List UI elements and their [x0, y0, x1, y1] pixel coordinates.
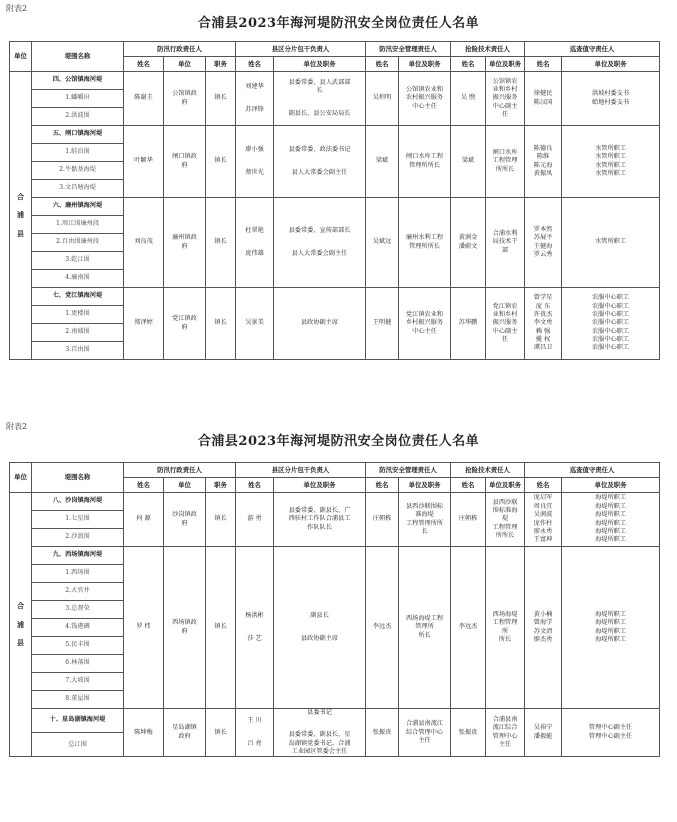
unit-post-header: 单位及职务 — [274, 478, 366, 493]
section-title: 六、廉州镇海河堤 — [32, 198, 124, 216]
tech-name-cell: 梁斌 — [451, 126, 486, 198]
tech-name-cell: 苏华鹏 — [451, 288, 486, 360]
dike-item: 1.蛙泊围 — [32, 144, 124, 162]
patrol-roles-cell: 水管所职工 — [562, 198, 660, 288]
section-title: 四、公馆镇海河堤 — [32, 72, 124, 90]
dike-item: 2.大官井 — [32, 583, 124, 601]
mgmt-role-cell: 闸口水库工程 管理所所长 — [399, 126, 451, 198]
admin-name-cell: 陈坤梅 — [124, 709, 164, 757]
mgmt-name-cell: 张振贵 — [366, 709, 399, 757]
name-header: 姓名 — [525, 57, 562, 72]
mgmt-name-cell: 吴斌远 — [366, 198, 399, 288]
tech-role-cell: 党江镇农 业和乡村 振兴服务 中心副主 任 — [486, 288, 525, 360]
admin-post-cell: 镇长 — [206, 709, 236, 757]
admin-post-cell: 镇长 — [206, 288, 236, 360]
county-leader-role: 县委常委、副县长，广 西驻村工作队合浦县工 作队队长 — [288, 506, 351, 531]
tech-name-cell: 李远杰 — [451, 547, 486, 709]
county-leader-name: 杨洪彬 — [245, 612, 264, 620]
admin-name-cell: 刘良茂 — [124, 198, 164, 288]
tech-name-cell: 吴 煦 — [451, 72, 486, 126]
patrol-roles-cell: 海堤所职工 海堤所职工 海堤所职工 海堤所职工 — [562, 547, 660, 709]
patrol-roles-cell: 水管所职工 水管所职工 水管所职工 水管所职工 — [562, 126, 660, 198]
county-leader-names-cell — [236, 493, 274, 547]
roster-table — [9, 41, 660, 360]
section-title: 五、闸口镇海河堤 — [32, 126, 124, 144]
admin-group-header: 防汛行政责任人 — [124, 42, 236, 57]
admin-name-cell: 陈谢圭 — [124, 72, 164, 126]
unit-post-header: 单位及职务 — [562, 478, 660, 493]
admin-post-cell: 镇长 — [206, 198, 236, 288]
unit-sub-header: 单位 — [164, 478, 206, 493]
dike-item: 1.周江围廉州段 — [32, 216, 124, 234]
county-name-cell: 合 浦 县 — [10, 72, 32, 360]
roster-table — [9, 462, 660, 757]
county-leader-name: 吕 亮 — [247, 739, 262, 747]
admin-post-cell: 镇长 — [206, 126, 236, 198]
dike-item: 1.七星围 — [32, 511, 124, 529]
dike-item: 3.总督荣 — [32, 601, 124, 619]
tech-role-cell: 县西沙联 围标准海 堤 工程管理 所所长 — [486, 493, 525, 547]
county-leader-role: 副县长 — [310, 612, 329, 620]
county-leader-names-cell — [236, 288, 274, 360]
unit-sub-header: 单位 — [164, 57, 206, 72]
section-title: 七、党江镇海河堤 — [32, 288, 124, 306]
county-leader-name: 苏泽锋 — [245, 105, 264, 113]
section-title: 九、西场镇海河堤 — [32, 547, 124, 565]
dike-item: 7.大坡围 — [32, 673, 124, 691]
county-leader-name: 莎 艺 — [247, 634, 262, 642]
county-leader-name: 庞伟雄 — [245, 249, 264, 257]
admin-unit-cell: 西场镇政 府 — [164, 547, 206, 709]
admin-name-cell: 郑泽婷 — [124, 288, 164, 360]
admin-unit-cell: 廉州镇政 府 — [164, 198, 206, 288]
patrol-names-cell: 黄小楠 曾海学 苏文清 廖杰勇 — [525, 547, 562, 709]
county-leader-role: 县人大常委会副主任 — [291, 249, 348, 257]
county-group-header: 县区分片包干负责人 — [236, 463, 366, 478]
dike-item: 2.牛骷基海堤 — [32, 162, 124, 180]
tech-role-cell: 合浦水利 局技术干 部 — [486, 198, 525, 288]
mgmt-role-cell: 公馆镇农业和 农村振兴服务 中心主任 — [399, 72, 451, 126]
admin-unit-cell: 党江镇政 府 — [164, 288, 206, 360]
admin-unit-cell: 星岛湖镇 政府 — [164, 709, 206, 757]
county-leader-role: 县委常委、副县长、星 岛湖镇党委书记、合浦 工业园区管委会主任 — [288, 731, 351, 756]
dike-item: 总江围 — [32, 733, 124, 757]
unit-post-header: 单位及职务 — [399, 57, 451, 72]
patrol-roles-cell: 农服中心职工 农服中心职工 农服中心职工 农服中心职工 农服中心职工 农服中心职工 农服中心职工 — [562, 288, 660, 360]
unit-post-header: 单位及职务 — [399, 478, 451, 493]
mgmt-role-cell: 县西沙联围标 准海堤 工程管理所所 长 — [399, 493, 451, 547]
tech-name-cell: 张振贵 — [451, 709, 486, 757]
county-leader-role: 县人大常委会副主任 — [291, 168, 348, 176]
tech-role-cell: 闸口水库 工程管理 所所长 — [486, 126, 525, 198]
dike-item: 6.林落围 — [32, 655, 124, 673]
county-leader-name: 游 勇 — [247, 515, 262, 523]
mgmt-name-cell: 梁斌 — [366, 126, 399, 198]
county-leader-names-cell — [236, 72, 274, 126]
county-leader-roles-cell — [274, 126, 366, 198]
admin-unit-cell: 公馆镇政 府 — [164, 72, 206, 126]
patrol-names-cell: 徐健民 陈汉国 — [525, 72, 562, 126]
patrol-names-cell: 庞启军 周良宜 吴润波 庞作柱 廖永勇 王富坤 — [525, 493, 562, 547]
county-leader-role: 副县长、县公安局局长 — [288, 109, 351, 117]
admin-unit-cell: 沙岗镇政 府 — [164, 493, 206, 547]
dike-item: 1.蟠嚼田 — [32, 90, 124, 108]
county-leader-name: 王 川 — [247, 717, 262, 725]
county-leader-roles-cell — [274, 288, 366, 360]
mgmt-group-header: 防汛安全管理责任人 — [366, 463, 451, 478]
tech-role-cell: 西场海堤 工程管理 所 所长 — [486, 547, 525, 709]
section-title: 八、沙岗镇海河堤 — [32, 493, 124, 511]
county-leader-name: 吴景美 — [245, 319, 264, 327]
dike-item: 5.民丰围 — [32, 637, 124, 655]
name-header: 姓名 — [366, 478, 399, 493]
county-leader-roles-cell — [274, 493, 366, 547]
unit-post-header: 单位及职务 — [486, 57, 525, 72]
unit-header: 单位 — [10, 463, 32, 493]
dike-item: 4.廉南围 — [32, 270, 124, 288]
admin-name-cell: 罗 炜 — [124, 547, 164, 709]
dike-item: 2.百由围廉州段 — [32, 234, 124, 252]
dike-name-header: 堤围名称 — [32, 463, 124, 493]
dike-item: 4.钱港碉 — [32, 619, 124, 637]
unit-header: 单位 — [10, 42, 32, 72]
county-leader-name: 蔡世光 — [245, 168, 264, 176]
patrol-roles-cell: 洪坡村委支书 蛤地村委支书 — [562, 72, 660, 126]
dike-item: 3.乾江围 — [32, 252, 124, 270]
name-header: 姓名 — [124, 57, 164, 72]
patrol-names-cell: 曾学星 庞 东 许贵杰 李文勇 赖 强 揽 权 谭昌卫 — [525, 288, 562, 360]
admin-group-header: 防汛行政责任人 — [124, 463, 236, 478]
sheet-title: 合浦县2023年海河堤防汛安全岗位责任人名单 — [197, 434, 480, 449]
dike-item: 3.百由围 — [32, 342, 124, 360]
dike-name-header: 堤围名称 — [32, 42, 124, 72]
mgmt-role-cell: 廉州水利工程 管理所所长 — [399, 198, 451, 288]
name-header: 姓名 — [451, 478, 486, 493]
county-leader-names-cell — [236, 547, 274, 709]
name-header: 姓名 — [525, 478, 562, 493]
patrol-group-header: 巡查值守责任人 — [525, 42, 660, 57]
county-leader-roles-cell — [274, 547, 366, 709]
dike-item: 1.西场围 — [32, 565, 124, 583]
unit-post-header: 单位及职务 — [486, 478, 525, 493]
tech-role-cell: 公馆镇农 业和乡村 振兴服务 中心副主 任 — [486, 72, 525, 126]
tech-group-header: 抢险技术责任人 — [451, 42, 525, 57]
patrol-names-cell: 陈德良 陈维 陈元海 黄振凤 — [525, 126, 562, 198]
county-leader-role: 县委常委、宣传部部长 — [288, 227, 351, 235]
unit-post-header: 单位及职务 — [562, 57, 660, 72]
roster-sheet-2 — [0, 418, 677, 822]
mgmt-name-cell: 李远杰 — [366, 547, 399, 709]
county-leader-names-cell — [236, 126, 274, 198]
county-leader-role: 县政协副主席 — [300, 319, 339, 327]
name-header: 姓名 — [366, 57, 399, 72]
county-leader-role: 县政协副主席 — [300, 634, 339, 642]
name-header: 姓名 — [451, 57, 486, 72]
county-leader-roles-cell — [274, 198, 366, 288]
county-leader-roles-cell — [274, 709, 366, 757]
mgmt-name-cell: 吴烜明 — [366, 72, 399, 126]
patrol-names-cell: 罗本然 苏展平 王健海 罗云秀 — [525, 198, 562, 288]
tech-name-cell: 庄朝栋 — [451, 493, 486, 547]
admin-post-cell: 镇长 — [206, 493, 236, 547]
patrol-group-header: 巡查值守责任人 — [525, 463, 660, 478]
admin-unit-cell: 闸口镇政 府 — [164, 126, 206, 198]
admin-post-cell: 镇长 — [206, 547, 236, 709]
unit-post-header: 单位及职务 — [274, 57, 366, 72]
section-title: 十、星岛湖镇海河堤 — [32, 709, 124, 733]
post-header: 职务 — [206, 478, 236, 493]
tech-role-cell: 合浦县南 流江综合 管理中心 主任 — [486, 709, 525, 757]
dike-item: 2.南域围 — [32, 324, 124, 342]
post-header: 职务 — [206, 57, 236, 72]
attachment-label: 附表2 — [6, 422, 28, 431]
mgmt-role-cell: 合浦县南流江 综合管理中心 主任 — [399, 709, 451, 757]
county-leader-name: 廖小强 — [245, 146, 264, 154]
dike-item: 3.文昌塘海堤 — [32, 180, 124, 198]
county-leader-names-cell — [236, 709, 274, 757]
mgmt-role-cell: 党江镇农业和 乡村振兴服务 中心主任 — [399, 288, 451, 360]
county-leader-role: 县委常委、政法委书记 — [288, 146, 351, 154]
dike-item: 8.董屋围 — [32, 691, 124, 709]
tech-group-header: 抢险技术责任人 — [451, 463, 525, 478]
county-name-cell: 合 浦 县 — [10, 493, 32, 757]
dike-item: 1.更楼围 — [32, 306, 124, 324]
mgmt-name-cell: 庄朝栋 — [366, 493, 399, 547]
mgmt-name-cell: 王明健 — [366, 288, 399, 360]
mgmt-role-cell: 西场海堤工程 管理所 所长 — [399, 547, 451, 709]
admin-post-cell: 镇长 — [206, 72, 236, 126]
dike-item: 2.洪波围 — [32, 108, 124, 126]
name-header: 姓名 — [236, 478, 274, 493]
county-leader-name: 刘建华 — [245, 83, 264, 91]
tech-name-cell: 黄润金 潘蔚文 — [451, 198, 486, 288]
admin-name-cell: 何 源 — [124, 493, 164, 547]
roster-sheet-1 — [0, 0, 677, 405]
county-leader-names-cell — [236, 198, 274, 288]
mgmt-group-header: 防汛安全管理责任人 — [366, 42, 451, 57]
admin-name-cell: 叶颖华 — [124, 126, 164, 198]
name-header: 姓名 — [124, 478, 164, 493]
county-group-header: 县区分片包干负责人 — [236, 42, 366, 57]
patrol-roles-cell: 海堤所职工 海堤所职工 海堤所职工 海堤所职工 海堤所职工 海堤所职工 — [562, 493, 660, 547]
patrol-names-cell: 吴裕宁 潘毅能 — [525, 709, 562, 757]
county-leader-roles-cell — [274, 72, 366, 126]
county-leader-role: 县委常委、县人武部部 长 — [288, 78, 351, 95]
dike-item: 2.沙浪围 — [32, 529, 124, 547]
name-header: 姓名 — [236, 57, 274, 72]
sheet-title: 合浦县2023年海河堤防汛安全岗位责任人名单 — [197, 16, 480, 31]
county-leader-name: 杜翠艳 — [245, 227, 264, 235]
county-leader-role: 县委书记 — [307, 709, 332, 716]
attachment-label: 附表2 — [6, 4, 28, 13]
patrol-roles-cell: 管理中心副主任 管理中心副主任 — [562, 709, 660, 757]
